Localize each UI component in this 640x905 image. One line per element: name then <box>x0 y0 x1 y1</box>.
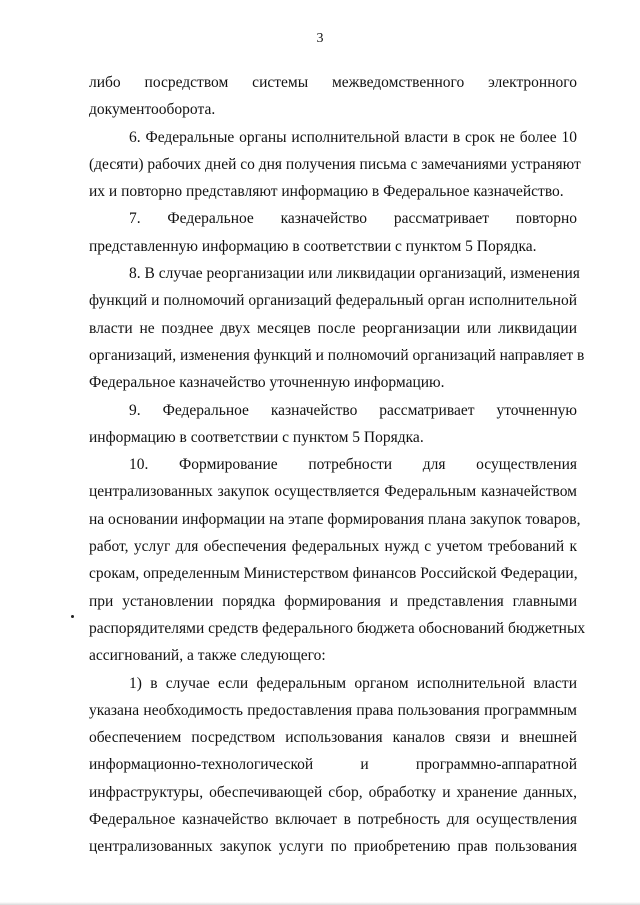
text-line: организаций, изменения функций и полномочий организаций направляет в <box>89 346 585 364</box>
text-line: 9. Федеральное казначейство рассматривает уточненную <box>129 401 577 419</box>
text-line: 8. В случае реорганизации или ликвидации организаций, изменения <box>129 265 580 283</box>
text-line: либо посредством системы межведомственного электронного <box>89 74 577 91</box>
text-line: Федеральное казначейство уточненную информацию. <box>89 374 445 392</box>
margin-mark <box>71 615 74 618</box>
text-line: при установлении порядка формирования и представления главными <box>89 592 577 610</box>
text-line: указана необходимость предоставления права пользования программным <box>89 701 577 719</box>
text-line: инфраструктуры, обеспечивающей сбор, обработку и хранение данных, <box>89 783 577 801</box>
text-line: 7. Федеральное казначейство рассматривает повторно <box>129 210 577 228</box>
text-line: 10. Формирование потребности для осуществления <box>129 456 577 474</box>
text-line: работ, услуг для обеспечения федеральных нужд с учетом требований к <box>89 538 577 556</box>
text-line: власти не позднее двух месяцев после реорганизации или ликвидации <box>89 319 577 337</box>
text-line: 1) в случае если федеральным органом исполнительной власти <box>129 674 577 692</box>
text-line: ассигнований, а также следующего: <box>89 647 326 665</box>
text-line: информационно-технологической и программно-аппаратной <box>89 756 577 774</box>
text-line: 6. Федеральные органы исполнительной власти в срок не более 10 <box>129 128 577 146</box>
text-line: Федеральное казначейство включает в потребность для осуществления <box>89 811 577 829</box>
text-line: централизованных закупок услуги по приобретению прав пользования <box>89 838 577 856</box>
text-line: информацию в соответствии с пунктом 5 Порядка. <box>89 428 424 446</box>
document-body <box>89 69 586 861</box>
text-line: их и повторно представляют информацию в Федеральное казначейство. <box>89 183 564 201</box>
text-line: обеспечением посредством использования каналов связи и внешней <box>89 729 577 747</box>
text-line: (десяти) рабочих дней со дня получения письма с замечаниями устраняют <box>89 155 581 173</box>
text-line: представленную информацию в соответствии с пунктом 5 Порядка. <box>89 237 537 255</box>
text-line: функций и полномочий организаций федеральный орган исполнительной <box>89 292 577 310</box>
text-line: распорядителями средств федерального бюджета обоснований бюджетных <box>89 619 586 637</box>
text-line: документооборота. <box>89 101 216 119</box>
page-number: 3 <box>316 31 324 46</box>
text-line: срокам, определенным Министерством финансов Российской Федерации, <box>89 565 578 583</box>
text-line: централизованных закупок осуществляется Федеральным казначейством <box>89 483 577 501</box>
text-line: на основании информации на этапе формирования плана закупок товаров, <box>89 510 581 528</box>
